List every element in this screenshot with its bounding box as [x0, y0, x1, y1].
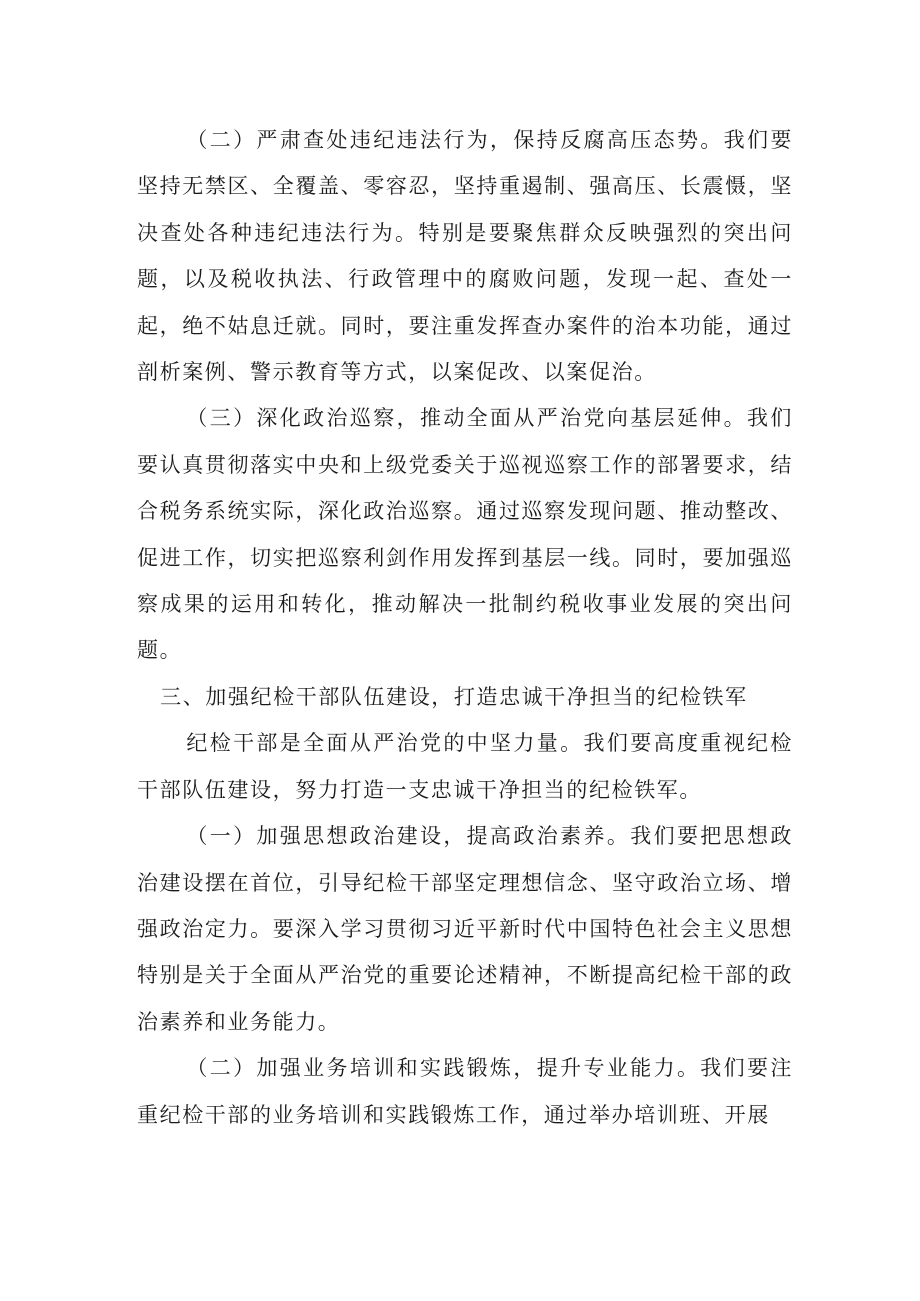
paragraph-business-training: （二）加强业务培训和实践锻炼，提升专业能力。我们要注重纪检干部的业务培训和实践锻炼工作，通过举办培训班、开展 [137, 1056, 793, 1127]
paragraph-cadre-intro: 纪检干部是全面从严治党的中坚力量。我们要高度重视纪检干部队伍建设，努力打造一支忠诚干净担当的纪检铁军。 [137, 731, 793, 802]
paragraph-ideological-building: （一）加强思想政治建设，提高政治素养。我们要把思想政治建设摆在首位，引导纪检干部坚定理想信念、坚守政治立场、增强政治定力。要深入学习贯彻习近平新时代中国特色社会主义思想特别是关于全面从严治党的重要论述精神，不断提高纪检干部的政治素养和业务能力。 [137, 824, 793, 1034]
document-body [137, 117, 793, 1138]
paragraph-political-inspection: （三）深化政治巡察，推动全面从严治党向基层延伸。我们要认真贯彻落实中央和上级党委关于巡视巡察工作的部署要求，结合税务系统实际，深化政治巡察。通过巡察发现问题、推动整改、促进工作，切实把巡察利剑作用发挥到基层一线。同时，要加强巡察成果的运用和转化，推动解决一批制约税收事业发展的突出问题。 [137, 406, 793, 663]
paragraph-investigate-violations: （二）严肃查处违纪违法行为，保持反腐高压态势。我们要坚持无禁区、全覆盖、零容忍，坚持重遏制、强高压、长震慑，坚决查处各种违纪违法行为。特别是要聚焦群众反映强烈的突出问题，以及税收执法、行政管理中的腐败问题，发现一起、查处一起，绝不姑息迁就。同时，要注重发挥查办案件的治本功能，通过剖析案例、警示教育等方式，以案促改、以案促治。 [137, 128, 793, 385]
section-heading-cadre-building: 三、加强纪检干部队伍建设，打造忠诚干净担当的纪检铁军 [160, 684, 748, 709]
